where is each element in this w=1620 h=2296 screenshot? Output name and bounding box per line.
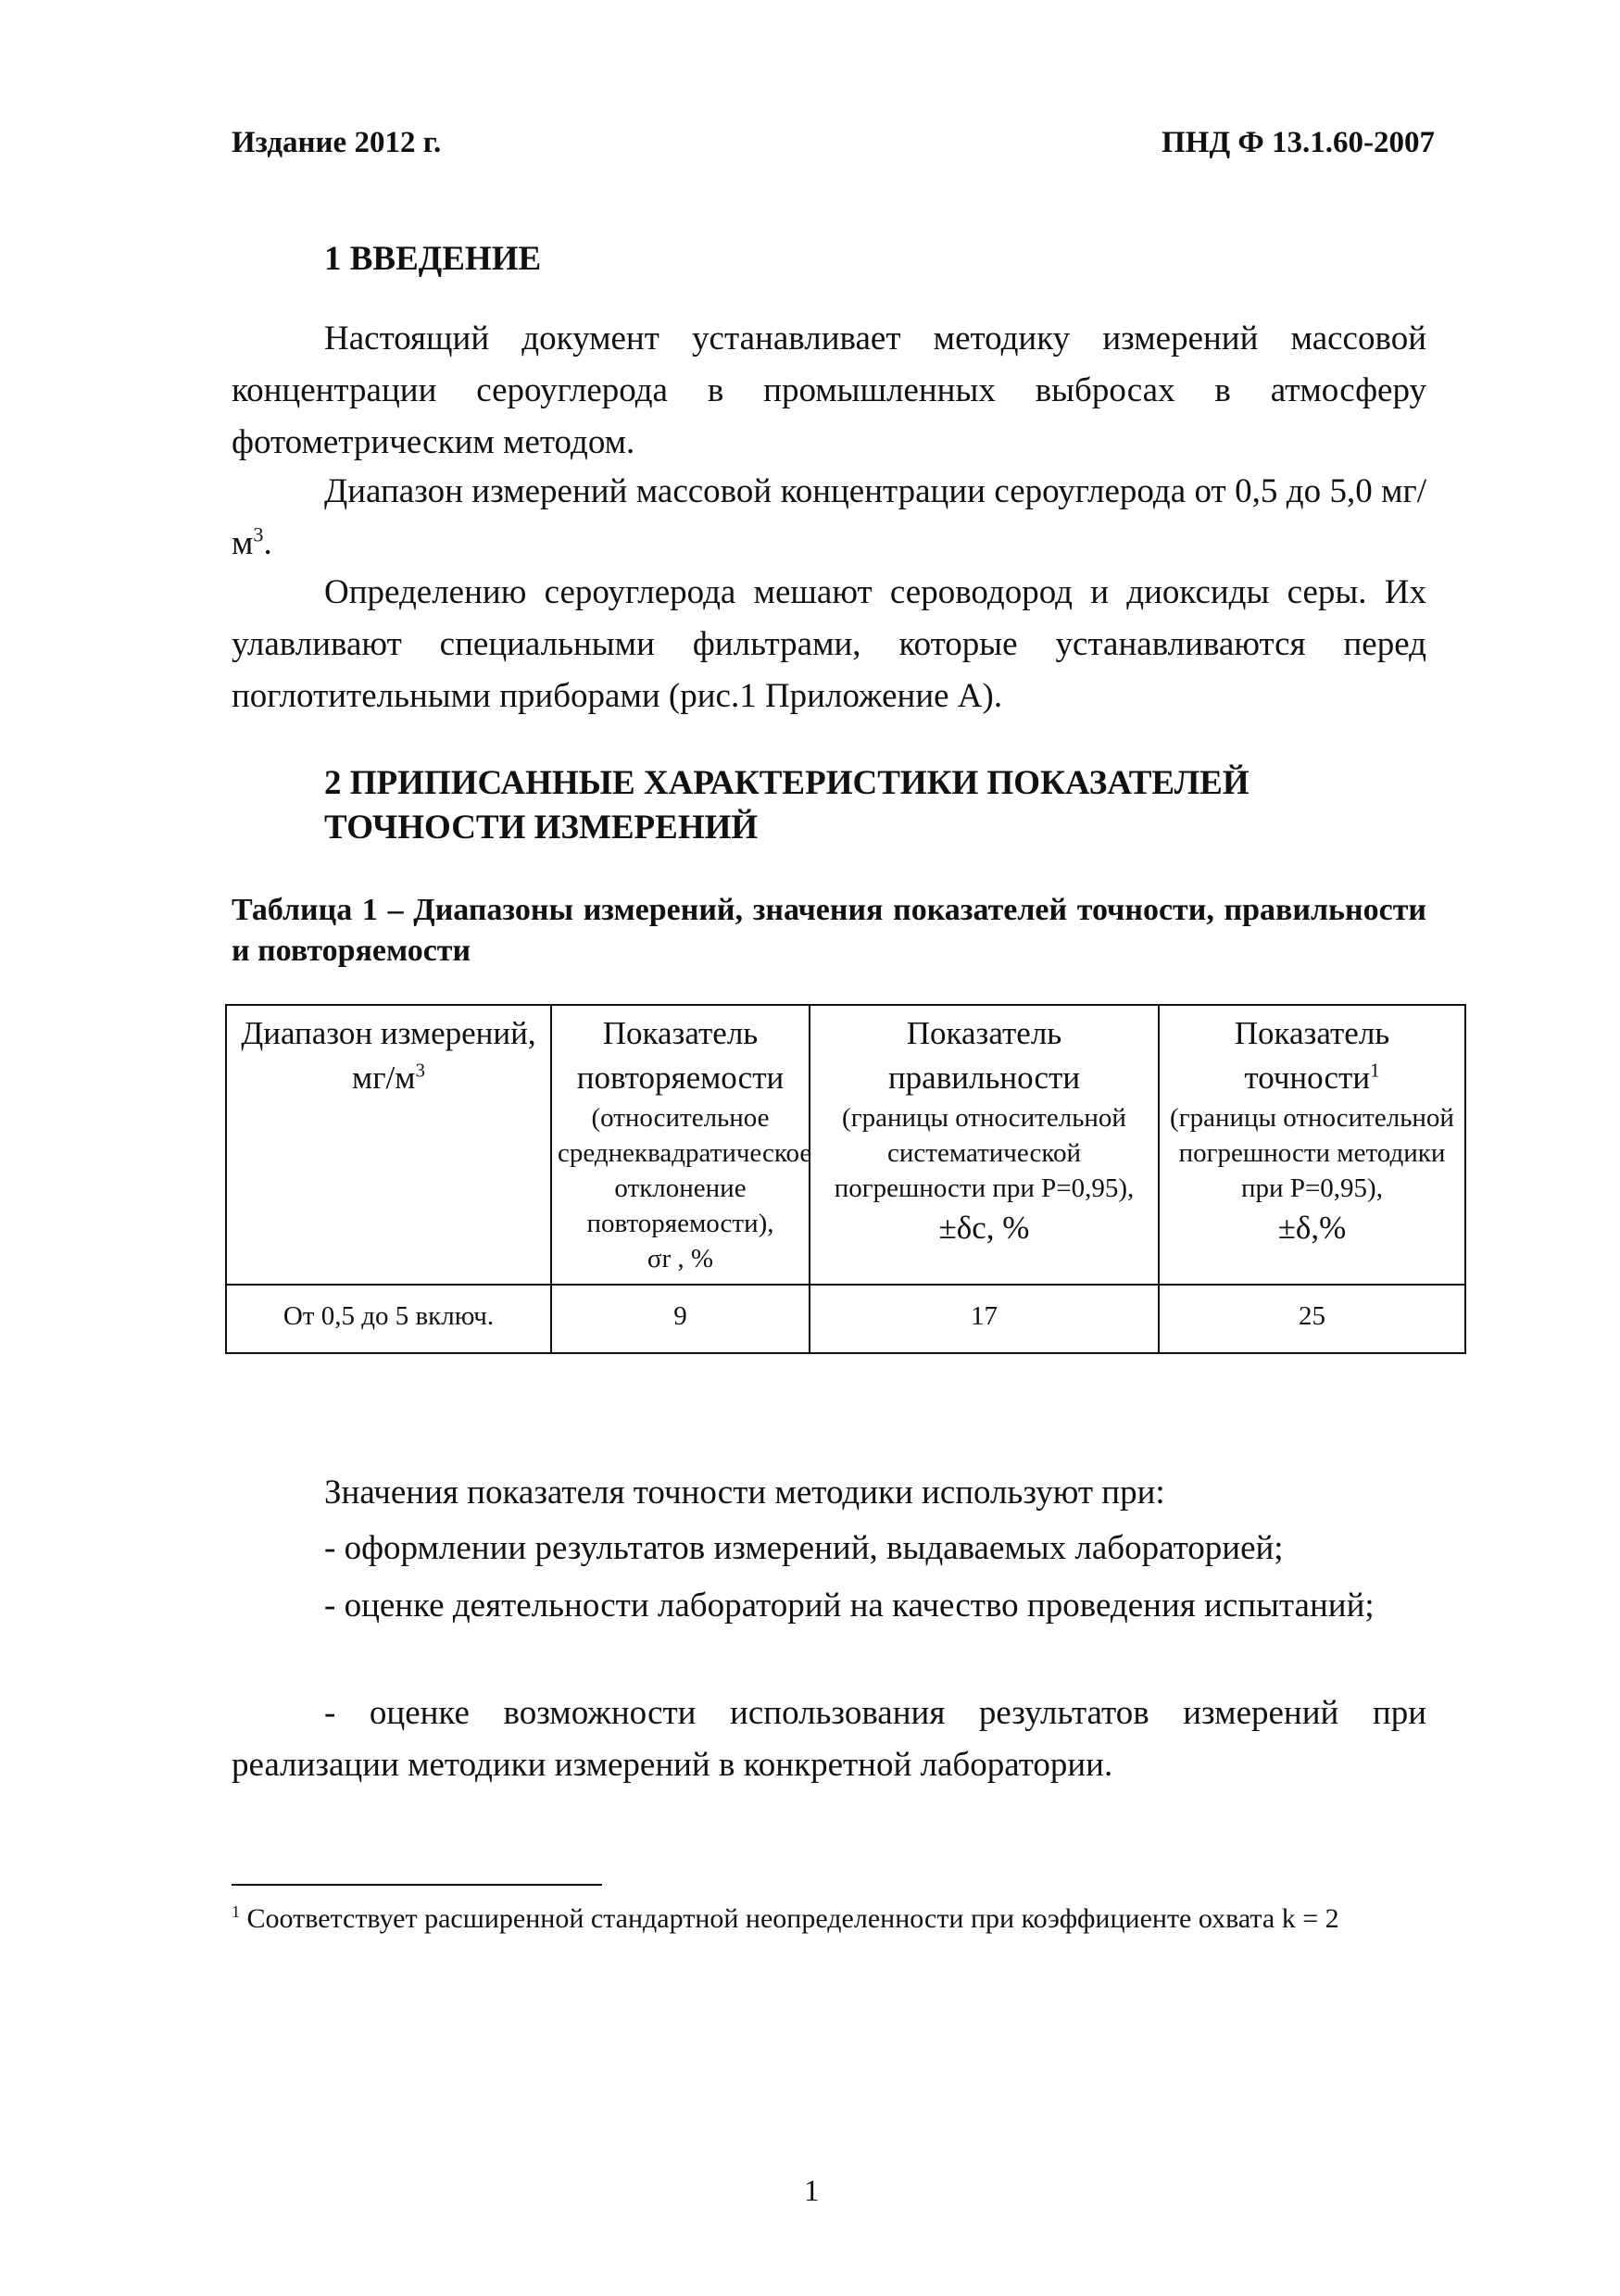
header-accuracy-symbol: ±δ,% xyxy=(1277,1210,1347,1246)
table-header-row xyxy=(226,1005,1465,1285)
header-accuracy-sup: 1 xyxy=(1370,1059,1380,1082)
footnote-text: Соответствует расширенной стандартной неопределенности при коэффициенте охвата k = 2 xyxy=(246,1903,1339,1934)
header-repeatability-desc: (относительное среднеквадратическое отклонение повторяемости), xyxy=(558,1103,812,1238)
table-row xyxy=(226,1285,1465,1353)
intro-paragraph: Настоящий документ устанавливает методику измерений массовой концентрации сероуглерода в промышленных выбросах в атмосферу фотометрическим методом. xyxy=(232,320,1426,461)
cell-correctness: 17 xyxy=(810,1285,1159,1353)
range-end: . xyxy=(263,524,272,562)
header-repeatability-symbol: σr , % xyxy=(647,1244,714,1273)
header-correctness-desc: (границы относительной систематической погрешности при Р=0,95), xyxy=(834,1103,1135,1203)
section-1-title: 1 ВВЕДЕНИЕ xyxy=(324,240,542,278)
section-2-title: 2 ПРИПИСАННЫЕ ХАРАКТЕРИСТИКИ ПОКАЗАТЕЛЕЙ ТОЧНОСТИ ИЗМЕРЕНИЙ xyxy=(324,764,1250,847)
header-accuracy xyxy=(1159,1005,1465,1285)
footnote-mark: 1 xyxy=(232,1902,240,1921)
header-correctness-symbol: ±δс, % xyxy=(938,1210,1030,1246)
footnote-divider xyxy=(232,1884,602,1886)
interference-paragraph: Определению сероуглерода мешают сероводород и диоксиды серы. Их улавливают специальными фильтрами, которые устанавливаются перед поглотительными приборами (рис.1 Приложение А). xyxy=(232,573,1426,715)
table-caption: Таблица 1 – Диапазоны измерений, значения показателей точности, правильности и повторяемости xyxy=(232,893,1426,968)
range-paragraph xyxy=(232,466,1426,570)
header-range-sup: 3 xyxy=(415,1059,425,1082)
header-range xyxy=(226,1005,551,1285)
accuracy-table xyxy=(225,1004,1466,1354)
range-unit-superscript: 3 xyxy=(253,522,264,546)
header-correctness-label: Показатель правильности xyxy=(887,1015,1081,1096)
list-item: - оценке деятельности лабораторий на качество проведения испытаний; xyxy=(324,1587,1375,1625)
cell-range: От 0,5 до 5 включ. xyxy=(226,1285,551,1353)
edition-label: Издание 2012 г. xyxy=(232,126,442,159)
document-code: ПНД Ф 13.1.60-2007 xyxy=(1162,126,1435,159)
header-range-text: Диапазон измерений, мг/м xyxy=(241,1015,536,1096)
page-number: 1 xyxy=(804,2175,820,2208)
header-accuracy-label xyxy=(1165,1011,1459,1100)
header-repeatability xyxy=(551,1005,810,1285)
cell-accuracy: 25 xyxy=(1159,1285,1465,1353)
header-accuracy-text: Показатель точности xyxy=(1234,1015,1390,1096)
range-text: Диапазон измерений массовой концентрации сероуглерода от 0,5 до 5,0 мг/м xyxy=(232,472,1426,562)
list-item: - оформлении результатов измерений, выдаваемых лабораторией; xyxy=(324,1529,1284,1567)
header-range-label xyxy=(232,1011,545,1100)
header-correctness xyxy=(810,1005,1159,1285)
footnote xyxy=(232,1901,1426,1938)
header-repeatability-label: Показатель повторяемости xyxy=(576,1015,785,1096)
usage-intro: Значения показателя точности методики используют при: xyxy=(324,1474,1165,1512)
cell-repeatability: 9 xyxy=(551,1285,810,1353)
list-item: - оценке возможности использования результатов измерений при реализации методики измерений в конкретной лаборатории. xyxy=(232,1694,1426,1784)
header-accuracy-desc: (границы относительной погрешности методики при Р=0,95), xyxy=(1170,1103,1454,1203)
